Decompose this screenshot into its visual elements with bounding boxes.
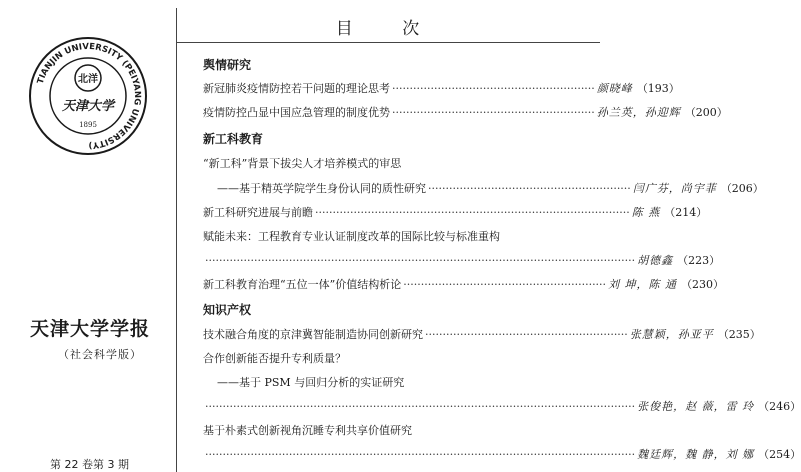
section-heading: 新工科教育 (203, 132, 264, 146)
leader-dots: ·························································································· (315, 206, 630, 219)
leader-dots: ·························································· (392, 106, 595, 119)
entry-title[interactable]: 基于朴素式创新视角沉睡专利共享价值研究 (203, 424, 412, 437)
toc-title: 目 次 (335, 19, 442, 39)
entry-title[interactable]: “新工科”背景下拔尖人才培养模式的审思 (203, 157, 402, 170)
entry-page: （254） (758, 448, 801, 461)
entry-page: （235） (717, 328, 761, 341)
toc-entry[interactable] (203, 80, 680, 96)
toc-rule (177, 42, 600, 43)
entry-author: 刘 坤，陈 通 (608, 278, 678, 291)
leader-dots: ·························································· (403, 278, 607, 291)
toc-entry[interactable] (203, 276, 725, 292)
toc-entry[interactable] (217, 180, 764, 196)
entry-author: 孙兰英，孙迎辉 (596, 106, 681, 119)
entry-author: 张俊艳，赵 薇，雷 玲 (637, 400, 755, 413)
toc-entry[interactable] (203, 398, 801, 414)
seal-center-text: 北洋 (78, 74, 98, 85)
entry-page: （230） (681, 278, 725, 291)
toc-entry[interactable] (203, 446, 801, 462)
leader-dots: ·························································· (428, 182, 631, 195)
toc-entry[interactable] (203, 326, 761, 342)
entry-author: 颜晓峰 (596, 82, 633, 95)
left-panel (0, 0, 176, 472)
entry-title: 新冠肺炎疫情防控若干问题的理论思考 (203, 82, 390, 95)
section-heading: 舆情研究 (203, 58, 252, 72)
entry-author: 张慧颖，孙亚平 (629, 328, 714, 341)
entry-title: 新工科研究进展与前瞻 (203, 206, 313, 219)
table-of-contents (177, 0, 801, 472)
toc-entry[interactable] (203, 104, 728, 120)
entry-title: 技术融合角度的京津冀智能制造协同创新研究 (203, 328, 423, 341)
entry-author: 魏廷辉，魏 静，刘 娜 (637, 448, 755, 461)
entry-title[interactable]: 赋能未来：工程教育专业认证制度改革的国际比较与标准重构 (203, 230, 500, 243)
toc-entry[interactable] (203, 204, 708, 220)
seal-ring-text: TIANJIN UNIVERSITY (PEIYANG UNIVERSITY) (35, 41, 143, 151)
entry-author: 闫广芬，尚宇菲 (632, 182, 717, 195)
entry-author: 陈 燕 (631, 206, 661, 219)
entry-page: （200） (684, 106, 728, 119)
journal-title: 天津大学学报 (30, 318, 151, 340)
entry-page: （206） (720, 182, 764, 195)
leader-dots: ·························································· (425, 328, 628, 341)
entry-page: （214） (664, 206, 708, 219)
leader-dots: ··························································································································· (205, 254, 636, 267)
entry-subtitle: ——基于精英学院学生身份认同的质性研究 (217, 182, 426, 195)
entry-title[interactable]: 合作创新能否提升专利质量？ (203, 352, 346, 365)
university-seal-icon (28, 36, 148, 156)
leader-dots: ··························································································································· (205, 448, 636, 461)
toc-entry[interactable] (203, 252, 721, 268)
entry-title: 新工科教育治理“五位一体”价值结构析论 (203, 278, 402, 291)
entry-page: （193） (636, 82, 680, 95)
entry-author: 胡德鑫 (637, 254, 674, 267)
leader-dots: ·························································· (392, 82, 595, 95)
entry-title: 疫情防控凸显中国应急管理的制度优势 (203, 106, 390, 119)
journal-subtitle: （社会科学版） (58, 348, 142, 361)
entry-page: （223） (677, 254, 721, 267)
entry-subtitle[interactable]: ——基于 PSM 与回归分析的实证研究 (217, 376, 405, 389)
entry-page: （246） (758, 400, 801, 413)
leader-dots: ··························································································································· (205, 400, 636, 413)
seal-script-text: 天津大学 (61, 99, 115, 114)
seal-year: 1895 (79, 121, 97, 129)
issue-number: 第 22 卷第 3 期 (50, 458, 129, 471)
section-heading: 知识产权 (203, 303, 252, 317)
